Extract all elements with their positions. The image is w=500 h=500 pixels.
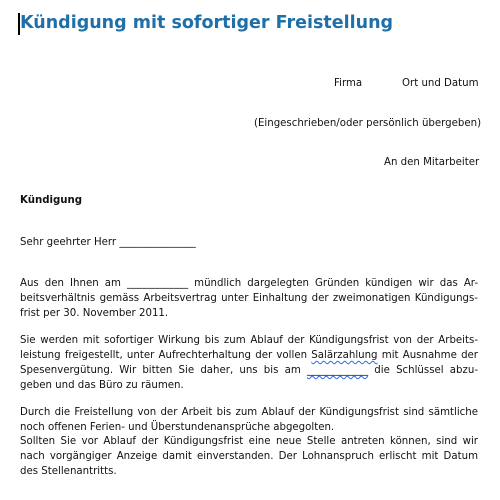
paragraph-release[interactable]	[20, 333, 478, 393]
paragraph-line	[20, 363, 478, 378]
paragraph-line: beitsverhältnis gemäss Arbeitsvertrag unter Einhaltung der zweimonatigen Kündigungs-	[20, 293, 478, 304]
line-text: mit Ausnahme der	[377, 350, 478, 361]
subject-heading[interactable]: Kündigung	[20, 195, 83, 206]
paragraph-line: Sie werden mit sofortiger Wirkung bis zum Ablauf der Kündigungsfrist von der Arbeits-	[20, 335, 478, 346]
paragraph-line	[20, 348, 478, 363]
paragraph-line: Durch die Freistellung von der Arbeit bis zum Ablauf der Kündigungsfrist sind sämtliche	[20, 407, 478, 418]
paragraph-line: frist per 30. November 2011.	[20, 308, 169, 319]
sender-company[interactable]: Firma	[334, 78, 363, 89]
paragraph-line: Aus den Ihnen am ____________ mündlich dargelegten Gründen kündigen wir das Ar-	[20, 278, 478, 289]
paragraph-new-position[interactable]	[20, 434, 478, 479]
paragraph-line: nach vorgängiger Anzeige damit einverstanden. Der Lohnanspruch erlischt mit Datum	[20, 451, 478, 462]
spellcheck-flagged-blank[interactable]: ____________	[306, 365, 369, 376]
paragraph-line: Sollten Sie vor Ablauf der Kündigungsfrist eine neue Stelle antreten können, sind wir	[20, 436, 478, 447]
line-text: Spesenvergütung. Wir bitten Sie daher, uns bis am	[20, 365, 307, 376]
document-title[interactable]: Kündigung mit sofortiger Freistellung	[20, 13, 394, 33]
sender-place-date[interactable]: Ort und Datum	[402, 78, 479, 89]
paragraph-line: noch offenen Ferien- und Überstundenansprüche abgegolten.	[20, 422, 335, 433]
line-text: die Schlüssel abzu-	[368, 365, 478, 376]
delivery-note[interactable]: (Eingeschrieben/oder persönlich übergeben)	[254, 118, 482, 129]
paragraph-holiday-claims[interactable]	[20, 405, 478, 435]
recipient-line[interactable]: An den Mitarbeiter	[384, 157, 480, 168]
paragraph-line: geben und das Büro zu räumen.	[20, 380, 184, 391]
paragraph-line: des Stellenantritts.	[20, 466, 117, 477]
salutation-line[interactable]: Sehr geehrter Herr _______________	[20, 237, 196, 248]
spellcheck-flagged-word[interactable]: Salärzahlung	[311, 350, 378, 361]
paragraph-termination[interactable]	[20, 276, 478, 321]
line-text: leistung freigestellt, unter Aufrechterhaltung der vollen	[20, 350, 312, 361]
